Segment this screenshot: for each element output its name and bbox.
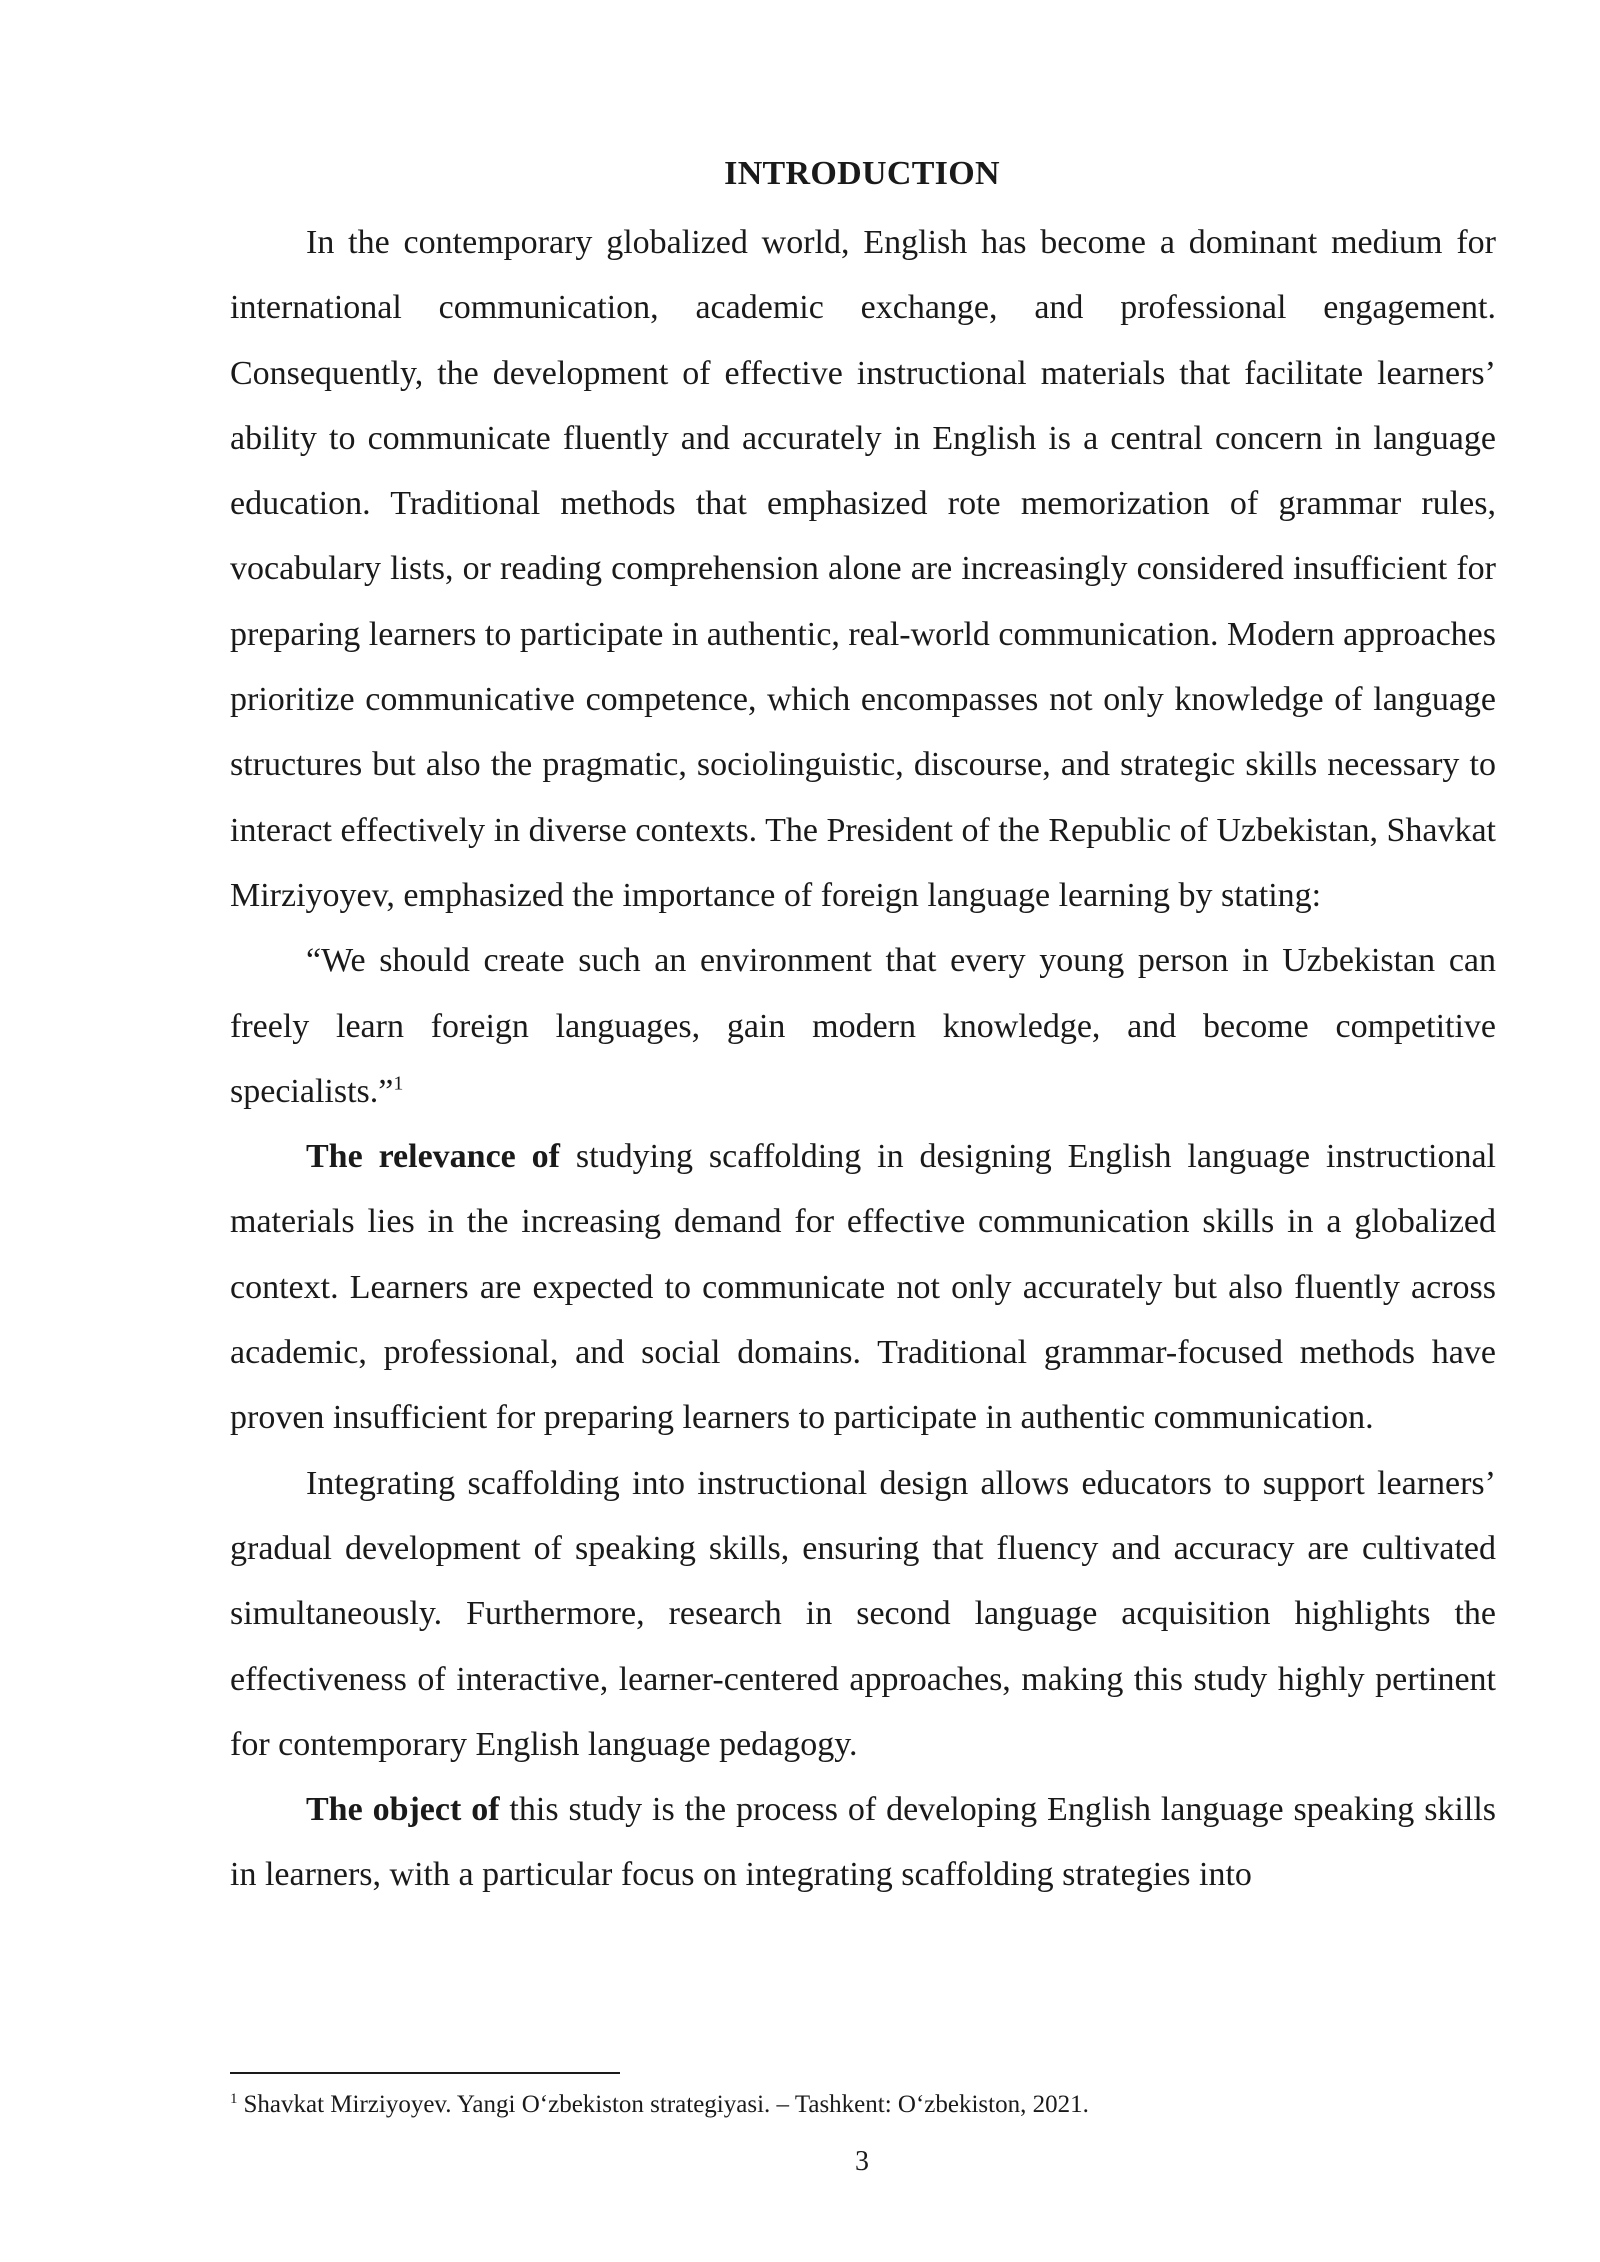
- page-title: INTRODUCTION: [724, 155, 1000, 192]
- quote-text: “We should create such an environment that every young person in Uzbekistan can freely learn foreign languages, gain modern knowledge, and become competitive specialists.”: [230, 942, 1496, 1110]
- body-text: [230, 210, 1496, 1908]
- relevance-lead: The relevance of: [306, 1138, 560, 1176]
- relevance-text: studying scaffolding in designing English language instructional materials lies in the increasing demand for effective communication skills in a globalized context. Learners are expected to communicate not only accurately but also fluently across academic, professional, and social domains. Traditional grammar-focused methods have proven insufficient for preparing learners to participate in authentic communication.: [230, 1138, 1496, 1437]
- footnote-mark: 1: [230, 2090, 238, 2107]
- object-text: this study is the process of developing English language speaking skills in learners, with a particular focus on integrating scaffolding strategies into: [230, 1791, 1496, 1894]
- scaffolding-paragraph: Integrating scaffolding into instructional design allows educators to support learners’ gradual development of speaking skills, ensuring that fluency and accuracy are cultivated simultaneously. Furthermore, research in second language acquisition highlights the effectiveness of interactive, learner-centered approaches, making this study highly pertinent for contemporary English language pedagogy.: [230, 1464, 1496, 1763]
- object-lead: The object of: [306, 1791, 500, 1829]
- page-number: 3: [855, 2146, 869, 2177]
- footnote-text: Shavkat Mirziyoyev. Yangi O‘zbekiston strategiyasi. – Tashkent: O‘zbekiston, 2021.: [243, 2091, 1089, 2118]
- relevance-paragraph: [230, 1124, 1496, 1450]
- quote-paragraph: [230, 928, 1496, 1124]
- footnote-reference: 1: [393, 1072, 404, 1095]
- object-paragraph: [230, 1777, 1496, 1908]
- footnote-divider: [230, 2072, 620, 2074]
- intro-paragraph: In the contemporary globalized world, English has become a dominant medium for international communication, academic exchange, and professional engagement. Consequently, the development of effective instructional materials that facilitate learners’ ability to communicate fluently and accurately in English is a central concern in language education. Traditional methods that emphasized rote memorization of grammar rules, vocabulary lists, or reading comprehension alone are increasingly considered insufficient for preparing learners to participate in authentic, real-world communication. Modern approaches prioritize communicative competence, which encompasses not only knowledge of language structures but also the pragmatic, sociolinguistic, discourse, and strategic skills necessary to interact effectively in diverse contexts. The President of the Republic of Uzbekistan, Shavkat Mirziyoyev, emphasized the importance of foreign language learning by stating:: [230, 224, 1497, 914]
- footnote: [230, 2088, 1496, 2122]
